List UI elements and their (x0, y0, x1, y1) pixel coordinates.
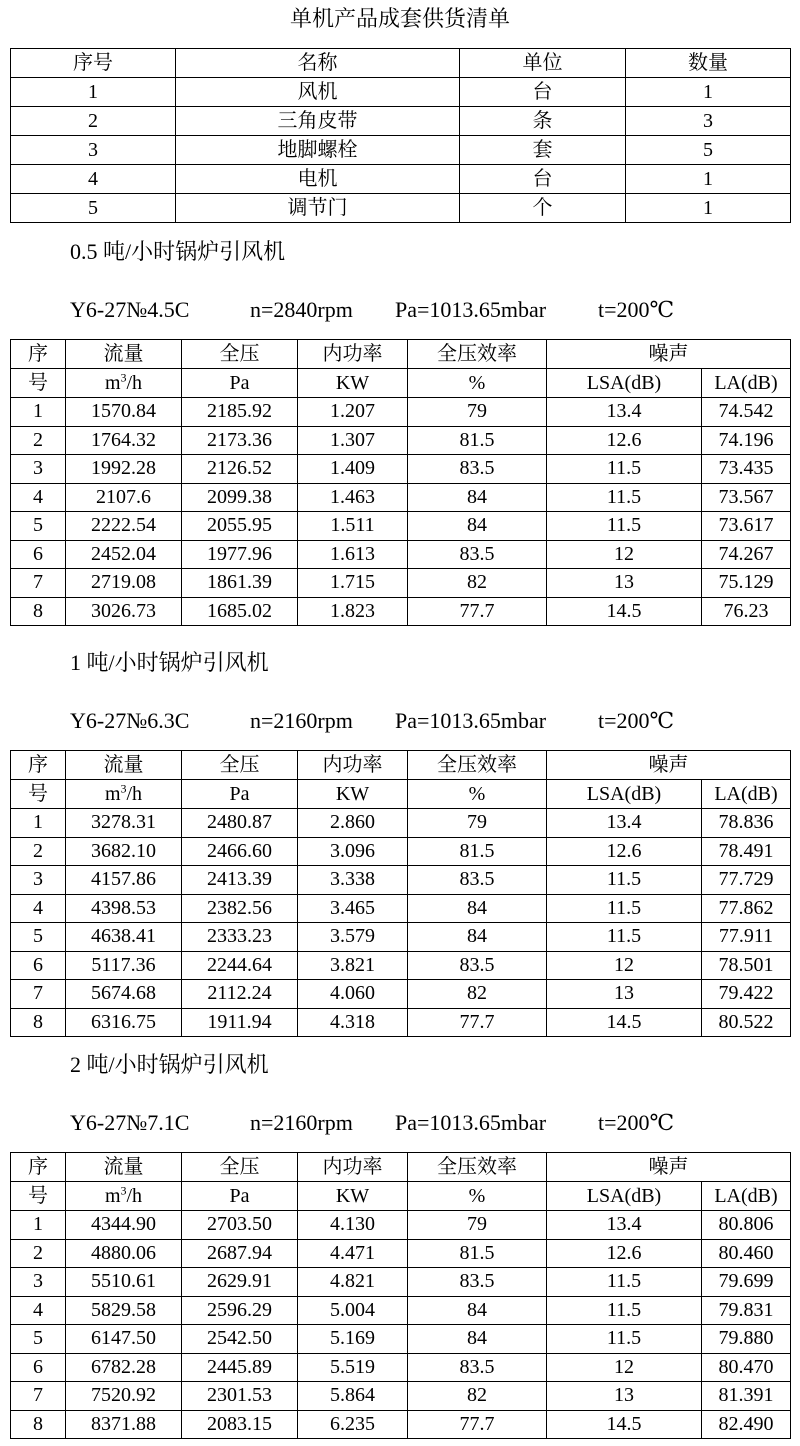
table-cell: 2185.92 (182, 398, 298, 427)
seq-header: 序 (11, 751, 66, 780)
table-cell: 14.5 (547, 1410, 702, 1439)
table-cell: 4.471 (298, 1239, 408, 1268)
table-row (11, 1239, 791, 1268)
efficiency-unit: % (408, 1182, 547, 1211)
table-cell: 套 (460, 136, 626, 165)
table-cell: 1 (11, 809, 66, 838)
table-cell: 台 (460, 78, 626, 107)
spec-speed: n=2840rpm (250, 297, 353, 322)
table-cell: 5674.68 (66, 980, 182, 1009)
spec-model: Y6-27№7.1C (70, 1110, 190, 1135)
table-cell: 81.5 (408, 837, 547, 866)
flow-unit-suffix: /h (126, 1185, 143, 1207)
table-header-row (11, 369, 791, 398)
table-cell: 14.5 (547, 1008, 702, 1037)
table-cell: 4.318 (298, 1008, 408, 1037)
table-cell: 1 (11, 398, 66, 427)
table-cell: 2719.08 (66, 569, 182, 598)
table-cell: 11.5 (547, 866, 702, 895)
flow-unit (66, 1182, 182, 1211)
pressure-header: 全压 (182, 1153, 298, 1182)
table-cell: 84 (408, 512, 547, 541)
table-cell: 2333.23 (182, 923, 298, 952)
table-cell: 1 (11, 1211, 66, 1240)
table-cell: 84 (408, 1296, 547, 1325)
table-cell: 1.511 (298, 512, 408, 541)
flow-unit-base: m (104, 372, 121, 394)
table-cell: 地脚螺栓 (176, 136, 460, 165)
header-cell: 序号 (11, 49, 176, 78)
table-cell: 2244.64 (182, 951, 298, 980)
table-cell: 2301.53 (182, 1382, 298, 1411)
table-cell: 2126.52 (182, 455, 298, 484)
table-cell: 75.129 (702, 569, 791, 598)
table-cell: 3.465 (298, 894, 408, 923)
table-cell: 83.5 (408, 455, 547, 484)
table-cell: 79 (408, 1211, 547, 1240)
table-cell: 3.579 (298, 923, 408, 952)
seq-header: 序 (11, 340, 66, 369)
table-cell: 11.5 (547, 455, 702, 484)
table-cell: 82.490 (702, 1410, 791, 1439)
table-row (11, 540, 791, 569)
table-cell: 4344.90 (66, 1211, 182, 1240)
table-cell: 12.6 (547, 1239, 702, 1268)
table-cell: 4 (11, 165, 176, 194)
table-row (11, 980, 791, 1009)
table-cell: 12 (547, 540, 702, 569)
table-cell: 7 (11, 569, 66, 598)
table-cell: 6 (11, 540, 66, 569)
table-cell: 79.831 (702, 1296, 791, 1325)
spec-speed: n=2160rpm (250, 1110, 353, 1135)
table-cell: 1.715 (298, 569, 408, 598)
table-cell: 73.567 (702, 483, 791, 512)
table-cell: 风机 (176, 78, 460, 107)
table-cell: 11.5 (547, 1325, 702, 1354)
table-cell: 80.806 (702, 1211, 791, 1240)
table-cell: 6782.28 (66, 1353, 182, 1382)
efficiency-header: 全压效率 (408, 340, 547, 369)
table-cell: 76.23 (702, 597, 791, 626)
lsa-header: LSA(dB) (547, 1182, 702, 1211)
spec-temp: t=200℃ (598, 1110, 675, 1135)
table-cell: 4.060 (298, 980, 408, 1009)
table-cell: 82 (408, 1382, 547, 1411)
table-cell: 3 (11, 455, 66, 484)
table-row (11, 809, 791, 838)
table-cell: 8 (11, 1008, 66, 1037)
table-cell: 82 (408, 980, 547, 1009)
table-cell: 1.207 (298, 398, 408, 427)
table-cell: 4398.53 (66, 894, 182, 923)
table-cell: 2480.87 (182, 809, 298, 838)
power-header: 内功率 (298, 751, 408, 780)
performance-table (10, 1152, 791, 1439)
power-unit: KW (298, 1182, 408, 1211)
table-cell: 5.519 (298, 1353, 408, 1382)
pressure-header: 全压 (182, 340, 298, 369)
spec-pa: Pa=1013.65mbar (395, 297, 547, 322)
table-cell: 81.5 (408, 1239, 547, 1268)
table-row (11, 136, 791, 165)
table-cell: 81.391 (702, 1382, 791, 1411)
efficiency-unit: % (408, 780, 547, 809)
table-cell: 4157.86 (66, 866, 182, 895)
table-row (11, 194, 791, 223)
table-cell: 13.4 (547, 398, 702, 427)
table-row (11, 1008, 791, 1037)
table-cell: 74.196 (702, 426, 791, 455)
table-cell: 80.460 (702, 1239, 791, 1268)
table-cell: 3 (11, 866, 66, 895)
table-cell: 80.522 (702, 1008, 791, 1037)
flow-header: 流量 (66, 340, 182, 369)
table-cell: 2 (11, 1239, 66, 1268)
table-row (11, 837, 791, 866)
table-cell: 1764.32 (66, 426, 182, 455)
table-cell: 2 (11, 837, 66, 866)
table-cell: 78.491 (702, 837, 791, 866)
flow-unit-suffix: /h (126, 372, 143, 394)
table-cell: 5117.36 (66, 951, 182, 980)
table-cell: 11.5 (547, 1296, 702, 1325)
table-cell: 4638.41 (66, 923, 182, 952)
table-cell: 2542.50 (182, 1325, 298, 1354)
flow-unit (66, 780, 182, 809)
table-cell: 83.5 (408, 1353, 547, 1382)
power-header: 内功率 (298, 340, 408, 369)
table-cell: 6147.50 (66, 1325, 182, 1354)
table-cell: 11.5 (547, 923, 702, 952)
header-cell: 名称 (176, 49, 460, 78)
seq-header: 号 (11, 1182, 66, 1211)
table-cell: 73.435 (702, 455, 791, 484)
table-cell: 83.5 (408, 540, 547, 569)
table-header-row (11, 340, 791, 369)
table-cell: 6 (11, 951, 66, 980)
flow-unit-suffix: /h (126, 783, 143, 805)
table-cell: 13.4 (547, 1211, 702, 1240)
la-header: LA(dB) (702, 780, 791, 809)
table-row (11, 78, 791, 107)
table-cell: 77.7 (408, 597, 547, 626)
seq-header: 号 (11, 369, 66, 398)
table-row (11, 951, 791, 980)
table-cell: 83.5 (408, 866, 547, 895)
table-cell: 1977.96 (182, 540, 298, 569)
table-cell: 1 (626, 194, 791, 223)
table-cell: 2055.95 (182, 512, 298, 541)
flow-unit-base: m (104, 1185, 121, 1207)
table-cell: 79.699 (702, 1268, 791, 1297)
table-cell: 7520.92 (66, 1382, 182, 1411)
table-cell: 5 (11, 923, 66, 952)
table-cell: 12 (547, 1353, 702, 1382)
efficiency-unit: % (408, 369, 547, 398)
table-cell: 条 (460, 107, 626, 136)
table-cell: 1.409 (298, 455, 408, 484)
table-cell: 3 (626, 107, 791, 136)
noise-header: 噪声 (547, 1153, 791, 1182)
table-cell: 1.823 (298, 597, 408, 626)
table-cell: 84 (408, 894, 547, 923)
efficiency-header: 全压效率 (408, 751, 547, 780)
noise-header: 噪声 (547, 751, 791, 780)
table-cell: 13 (547, 569, 702, 598)
table-cell: 4.821 (298, 1268, 408, 1297)
table-cell: 2 (11, 107, 176, 136)
noise-header: 噪声 (547, 340, 791, 369)
table-cell: 3.338 (298, 866, 408, 895)
table-cell: 84 (408, 923, 547, 952)
table-cell: 3.096 (298, 837, 408, 866)
table-cell: 2382.56 (182, 894, 298, 923)
table-cell: 79 (408, 809, 547, 838)
table-cell: 79 (408, 398, 547, 427)
table-cell: 4880.06 (66, 1239, 182, 1268)
table-cell: 7 (11, 980, 66, 1009)
table-row (11, 426, 791, 455)
table-cell: 2107.6 (66, 483, 182, 512)
table-cell: 8371.88 (66, 1410, 182, 1439)
table-row (11, 165, 791, 194)
table-cell: 5829.58 (66, 1296, 182, 1325)
table-cell: 2629.91 (182, 1268, 298, 1297)
table-cell: 83.5 (408, 1268, 547, 1297)
table-cell: 6316.75 (66, 1008, 182, 1037)
table-cell: 81.5 (408, 426, 547, 455)
table-cell: 2112.24 (182, 980, 298, 1009)
table-cell: 77.7 (408, 1410, 547, 1439)
table-cell: 12 (547, 951, 702, 980)
table-cell: 5 (11, 194, 176, 223)
flow-unit-exponent: 3 (120, 370, 127, 385)
table-cell: 3 (11, 1268, 66, 1297)
table-cell: 2173.36 (182, 426, 298, 455)
table-header-row (11, 1153, 791, 1182)
table-cell: 6.235 (298, 1410, 408, 1439)
table-cell: 79.422 (702, 980, 791, 1009)
flow-header: 流量 (66, 1153, 182, 1182)
table-cell: 80.470 (702, 1353, 791, 1382)
pressure-header: 全压 (182, 751, 298, 780)
table-cell: 84 (408, 1325, 547, 1354)
table-row (11, 1268, 791, 1297)
table-cell: 8 (11, 1410, 66, 1439)
table-cell: 78.836 (702, 809, 791, 838)
power-unit: KW (298, 369, 408, 398)
table-cell: 4 (11, 483, 66, 512)
table-cell: 4.130 (298, 1211, 408, 1240)
table-header-row (11, 49, 791, 78)
table-cell: 12.6 (547, 426, 702, 455)
table-cell: 2.860 (298, 809, 408, 838)
table-cell: 个 (460, 194, 626, 223)
power-header: 内功率 (298, 1153, 408, 1182)
spec-temp: t=200℃ (598, 708, 675, 733)
table-cell: 3278.31 (66, 809, 182, 838)
table-cell: 5.169 (298, 1325, 408, 1354)
spec-model: Y6-27№4.5C (70, 297, 190, 322)
table-cell: 台 (460, 165, 626, 194)
table-cell: 1 (11, 78, 176, 107)
spec-pa: Pa=1013.65mbar (395, 1110, 547, 1135)
table-cell: 6 (11, 1353, 66, 1382)
flow-unit-exponent: 3 (120, 781, 127, 796)
table-cell: 74.542 (702, 398, 791, 427)
table-cell: 5 (11, 512, 66, 541)
table-cell: 5 (11, 1325, 66, 1354)
table-cell: 13 (547, 980, 702, 1009)
table-cell: 1911.94 (182, 1008, 298, 1037)
table-cell: 2703.50 (182, 1211, 298, 1240)
table-cell: 1 (626, 78, 791, 107)
table-cell: 84 (408, 483, 547, 512)
table-cell: 5.864 (298, 1382, 408, 1411)
table-cell: 11.5 (547, 894, 702, 923)
table-cell: 3 (11, 136, 176, 165)
table-cell: 14.5 (547, 597, 702, 626)
table-cell: 11.5 (547, 512, 702, 541)
table-cell: 3.821 (298, 951, 408, 980)
flow-unit-exponent: 3 (120, 1183, 127, 1198)
table-cell: 4 (11, 894, 66, 923)
table-cell: 2413.39 (182, 866, 298, 895)
table-row (11, 1211, 791, 1240)
table-row (11, 483, 791, 512)
efficiency-header: 全压效率 (408, 1153, 547, 1182)
table-row (11, 512, 791, 541)
table-cell: 2083.15 (182, 1410, 298, 1439)
table-cell: 5.004 (298, 1296, 408, 1325)
table-cell: 13 (547, 1382, 702, 1411)
table-row (11, 107, 791, 136)
pressure-unit: Pa (182, 780, 298, 809)
performance-table (10, 339, 791, 626)
spec-temp: t=200℃ (598, 297, 675, 322)
table-cell: 2596.29 (182, 1296, 298, 1325)
table-cell: 77.911 (702, 923, 791, 952)
table-row (11, 1296, 791, 1325)
performance-table (10, 750, 791, 1037)
table-cell: 11.5 (547, 1268, 702, 1297)
table-cell: 1.613 (298, 540, 408, 569)
table-cell: 83.5 (408, 951, 547, 980)
table-cell: 1685.02 (182, 597, 298, 626)
spec-speed: n=2160rpm (250, 708, 353, 733)
table-cell: 77.729 (702, 866, 791, 895)
table-row (11, 894, 791, 923)
section-title: 0.5 吨/小时锅炉引风机 (70, 239, 286, 264)
table-cell: 79.880 (702, 1325, 791, 1354)
table-cell: 2452.04 (66, 540, 182, 569)
table-cell: 1.463 (298, 483, 408, 512)
spec-model: Y6-27№6.3C (70, 708, 190, 733)
table-header-row (11, 1182, 791, 1211)
table-cell: 调节门 (176, 194, 460, 223)
table-cell: 12.6 (547, 837, 702, 866)
table-row (11, 597, 791, 626)
table-header-row (11, 780, 791, 809)
table-cell: 2099.38 (182, 483, 298, 512)
table-cell: 13.4 (547, 809, 702, 838)
table-cell: 74.267 (702, 540, 791, 569)
table-cell: 1570.84 (66, 398, 182, 427)
table-cell: 1 (626, 165, 791, 194)
table-row (11, 398, 791, 427)
table-cell: 3026.73 (66, 597, 182, 626)
table-cell: 4 (11, 1296, 66, 1325)
seq-header: 序 (11, 1153, 66, 1182)
table-cell: 77.862 (702, 894, 791, 923)
table-cell: 1.307 (298, 426, 408, 455)
supply-list-table (10, 48, 791, 223)
table-cell: 2222.54 (66, 512, 182, 541)
table-cell: 2466.60 (182, 837, 298, 866)
table-row (11, 1382, 791, 1411)
table-cell: 1861.39 (182, 569, 298, 598)
table-row (11, 866, 791, 895)
table-cell: 电机 (176, 165, 460, 194)
table-cell: 77.7 (408, 1008, 547, 1037)
pressure-unit: Pa (182, 1182, 298, 1211)
table-row (11, 1325, 791, 1354)
flow-unit (66, 369, 182, 398)
document-title: 单机产品成套供货清单 (289, 6, 510, 31)
table-cell: 73.617 (702, 512, 791, 541)
pressure-unit: Pa (182, 369, 298, 398)
table-cell: 1992.28 (66, 455, 182, 484)
table-cell: 2687.94 (182, 1239, 298, 1268)
la-header: LA(dB) (702, 1182, 791, 1211)
table-row (11, 569, 791, 598)
table-cell: 3682.10 (66, 837, 182, 866)
flow-header: 流量 (66, 751, 182, 780)
table-cell: 5 (626, 136, 791, 165)
header-cell: 单位 (460, 49, 626, 78)
la-header: LA(dB) (702, 369, 791, 398)
table-row (11, 923, 791, 952)
table-header-row (11, 751, 791, 780)
table-row (11, 1410, 791, 1439)
table-cell: 三角皮带 (176, 107, 460, 136)
table-cell: 8 (11, 597, 66, 626)
seq-header: 号 (11, 780, 66, 809)
table-cell: 78.501 (702, 951, 791, 980)
table-cell: 11.5 (547, 483, 702, 512)
table-row (11, 1353, 791, 1382)
section-title: 2 吨/小时锅炉引风机 (70, 1052, 269, 1077)
lsa-header: LSA(dB) (547, 369, 702, 398)
lsa-header: LSA(dB) (547, 780, 702, 809)
table-cell: 7 (11, 1382, 66, 1411)
header-cell: 数量 (626, 49, 791, 78)
table-cell: 2 (11, 426, 66, 455)
power-unit: KW (298, 780, 408, 809)
flow-unit-base: m (104, 783, 121, 805)
section-title: 1 吨/小时锅炉引风机 (70, 650, 269, 675)
table-cell: 5510.61 (66, 1268, 182, 1297)
table-row (11, 455, 791, 484)
table-cell: 2445.89 (182, 1353, 298, 1382)
spec-pa: Pa=1013.65mbar (395, 708, 547, 733)
table-cell: 82 (408, 569, 547, 598)
